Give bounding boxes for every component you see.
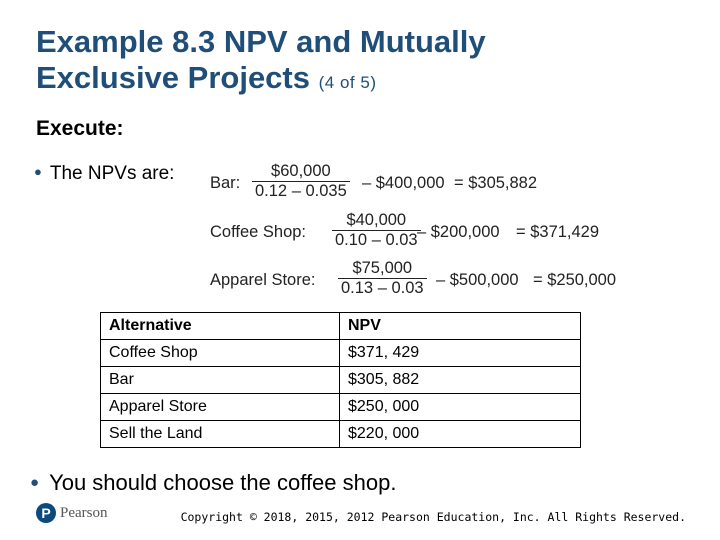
equation-apparel-store <box>210 259 630 305</box>
equation-minus-term: – $400,000 <box>362 174 445 192</box>
bullet-npvs <box>34 163 174 185</box>
fraction-denominator: 0.10 – 0.03 <box>332 230 421 250</box>
cell-npv: $371, 429 <box>340 340 581 367</box>
equation-fraction <box>252 162 350 201</box>
equation-bar <box>210 162 570 208</box>
equation-fraction <box>338 259 427 298</box>
equation-fraction <box>332 211 421 250</box>
pearson-logo <box>36 503 108 523</box>
fraction-numerator: $60,000 <box>271 162 331 180</box>
copyright-notice: Copyright © 2018, 2015, 2012 Pearson Education, Inc. All Rights Reserved. <box>180 510 686 524</box>
cell-npv: $305, 882 <box>340 367 581 394</box>
table-header-row <box>101 313 581 340</box>
header-npv: NPV <box>340 313 581 340</box>
table-row <box>101 367 581 394</box>
cell-npv: $220, 000 <box>340 421 581 448</box>
cell-alternative: Coffee Shop <box>101 340 340 367</box>
table-row <box>101 340 581 367</box>
table-row <box>101 421 581 448</box>
npv-table <box>100 312 581 448</box>
bullet-dot-icon: ● <box>30 474 40 491</box>
bullet-conclusion <box>30 470 396 496</box>
equation-minus-term: – $500,000 <box>436 271 519 289</box>
equation-label: Apparel Store: <box>210 271 316 289</box>
cell-alternative: Sell the Land <box>101 421 340 448</box>
bullet-dot-icon: ● <box>34 164 42 179</box>
equation-coffee-shop <box>210 211 610 257</box>
title-line-1: Example 8.3 NPV and Mutually <box>36 24 486 59</box>
pearson-wordmark: Pearson <box>60 504 108 521</box>
equation-result: = $250,000 <box>533 271 617 289</box>
header-alternative: Alternative <box>101 313 340 340</box>
title-subtitle: (4 of 5) <box>318 73 377 92</box>
equation-result: = $371,429 <box>516 223 600 241</box>
slide-title <box>36 24 676 101</box>
fraction-numerator: $40,000 <box>346 211 407 229</box>
pearson-p-icon: P <box>36 503 56 523</box>
cell-alternative: Bar <box>101 367 340 394</box>
cell-alternative: Apparel Store <box>101 394 340 421</box>
cell-npv: $250, 000 <box>340 394 581 421</box>
equation-minus-term: – $200,000 <box>417 223 500 241</box>
section-heading: Execute: <box>36 117 124 140</box>
bullet-text: The NPVs are: <box>49 163 175 184</box>
table-row <box>101 394 581 421</box>
title-line-2: Exclusive Projects <box>36 60 310 95</box>
equation-label: Coffee Shop: <box>210 223 307 241</box>
bullet-text: You should choose the coffee shop. <box>49 470 397 495</box>
equation-label: Bar: <box>210 174 241 192</box>
fraction-denominator: 0.12 – 0.035 <box>252 181 350 201</box>
fraction-numerator: $75,000 <box>352 259 413 277</box>
equation-result: = $305,882 <box>454 174 538 192</box>
fraction-denominator: 0.13 – 0.03 <box>338 278 427 298</box>
